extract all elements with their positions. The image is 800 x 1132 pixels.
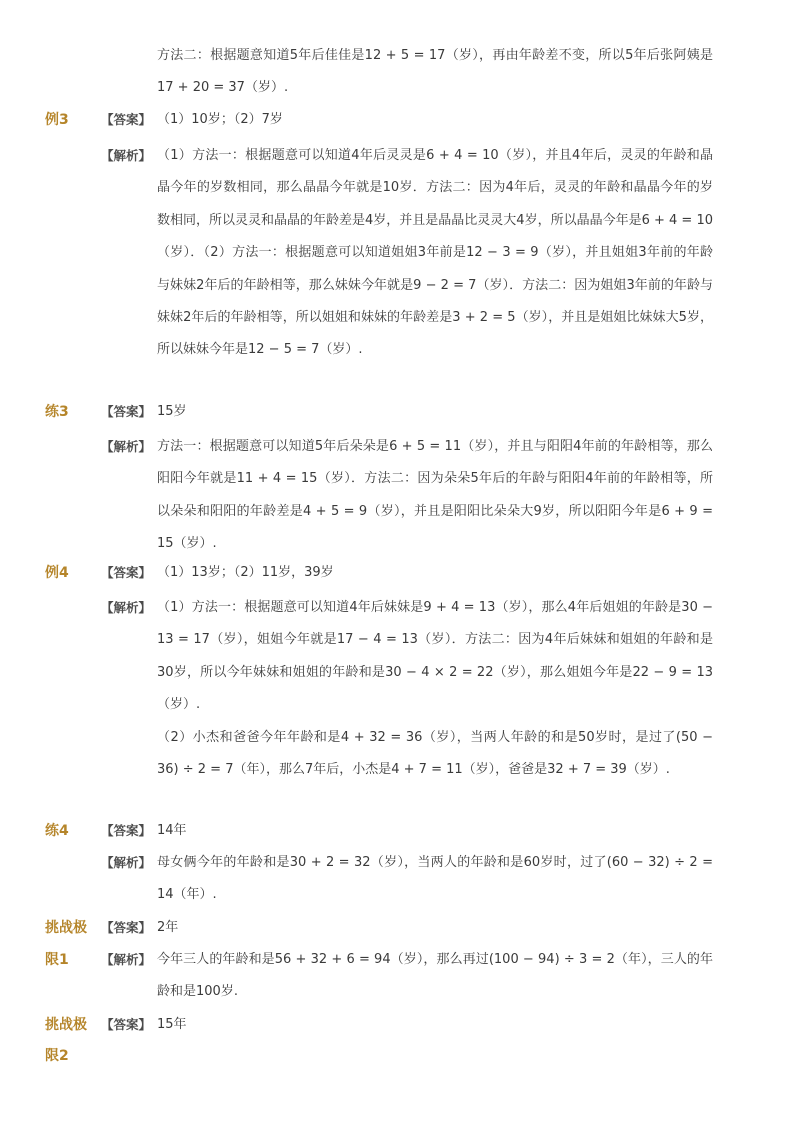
- practice-4-label: 练4: [45, 823, 69, 839]
- challenge-1-label-a: 挑战极: [45, 920, 87, 936]
- analysis-tag: 【解析】: [101, 148, 152, 163]
- challenge-1-answer: 2年: [157, 920, 179, 935]
- challenge-2-label-b: 限2: [45, 1048, 69, 1064]
- challenge-2-label-a: 挑战极: [45, 1017, 87, 1033]
- example-4-analysis-part-2: （2）小杰和爸爸今年年龄和是4 + 32 = 36（岁），当两人年龄的和是50岁时，是过了(50 − 36) ÷ 2 = 7（年），那么7年后，小杰是4 + 7 = 11（岁），爸爸是32 + 7 = 39（岁）.: [157, 729, 713, 778]
- example-4-answer: （1）13岁；（2）11岁，39岁: [157, 565, 334, 580]
- analysis-tag: 【解析】: [101, 952, 152, 967]
- answer-tag: 【答案】: [101, 565, 152, 580]
- answer-tag: 【答案】: [101, 920, 152, 935]
- example-3-label: 例3: [45, 112, 69, 128]
- practice-4-answer: 14年: [157, 823, 187, 838]
- example-3-analysis: （1）方法一：根据题意可以知道4年后灵灵是6 + 4 = 10（岁），并且4年后，灵灵的年龄和晶晶今年的岁数相同，那么晶晶今年就是10岁．方法二：因为4年后，灵灵的年龄和晶晶今年的岁数相同，所以灵灵和晶晶的年龄差是4岁，并且是晶晶比灵灵大4岁，所以晶晶今年是6 + 4 = 10（岁）．（2）方法一：根据题意可以知道姐姐3年前是12 − 3 = 9（岁），并且姐姐3年前的年龄与妹妹2年后的年龄相等，那么妹妹今年就是9 − 2 = 7（岁）．方法二：因为姐姐3年前的年龄与妹妹2年后的年龄相等，所以姐姐和妹妹的年龄差是3 + 2 = 5（岁），并且是姐姐比妹妹大5岁，所以妹妹今年是12 − 5 = 7（岁）.: [157, 148, 713, 358]
- practice-4-analysis: 母女俩今年的年龄和是30 + 2 = 32（岁），当两人的年龄和是60岁时，过了(60 − 32) ÷ 2 = 14（年）.: [157, 855, 713, 903]
- prev-block-text: 方法二：根据题意知道5年后佳佳是12 + 5 = 17（岁），再由年龄差不变，所以5年后张阿姨是17 + 20 = 37（岁）.: [157, 48, 713, 96]
- example-4-analysis: [157, 592, 713, 786]
- challenge-1-label-b: 限1: [45, 952, 69, 968]
- answer-tag: 【答案】: [101, 823, 152, 838]
- example-4-analysis-part-1: （1）方法一：根据题意可以知道4年后妹妹是9 + 4 = 13（岁），那么4年后姐姐的年龄是30 − 13 = 17（岁），姐姐今年就是17 − 4 = 13（岁）．方法二：因为4年后妹妹和姐姐的年龄和是30岁，所以今年妹妹和姐姐的年龄和是30 − 4 × 2 = 22（岁），那么姐姐今年是22 − 9 = 13（岁）.: [157, 600, 713, 713]
- answer-tag: 【答案】: [101, 1017, 152, 1032]
- example-4-label: 例4: [45, 565, 69, 581]
- analysis-tag: 【解析】: [101, 439, 152, 454]
- challenge-2-answer: 15年: [157, 1017, 187, 1032]
- practice-3-label: 练3: [45, 404, 69, 420]
- practice-3-answer: 15岁: [157, 404, 187, 419]
- analysis-tag: 【解析】: [101, 855, 152, 870]
- answer-tag: 【答案】: [101, 112, 152, 127]
- analysis-tag: 【解析】: [101, 600, 152, 615]
- example-3-answer: （1）10岁；（2）7岁: [157, 112, 283, 127]
- challenge-1-analysis: 今年三人的年龄和是56 + 32 + 6 = 94（岁），那么再过(100 − 94) ÷ 3 = 2（年），三人的年龄和是100岁.: [157, 952, 713, 1000]
- practice-3-analysis: 方法一：根据题意可以知道5年后朵朵是6 + 5 = 11（岁），并且与阳阳4年前的年龄相等，那么阳阳今年就是11 + 4 = 15（岁）．方法二：因为朵朵5年后的年龄与阳阳4年前的年龄相等，所以朵朵和阳阳的年龄差是4 + 5 = 9（岁），并且是阳阳比朵朵大9岁，所以阳阳今年是6 + 9 = 15（岁）.: [157, 439, 713, 552]
- answer-tag: 【答案】: [101, 404, 152, 419]
